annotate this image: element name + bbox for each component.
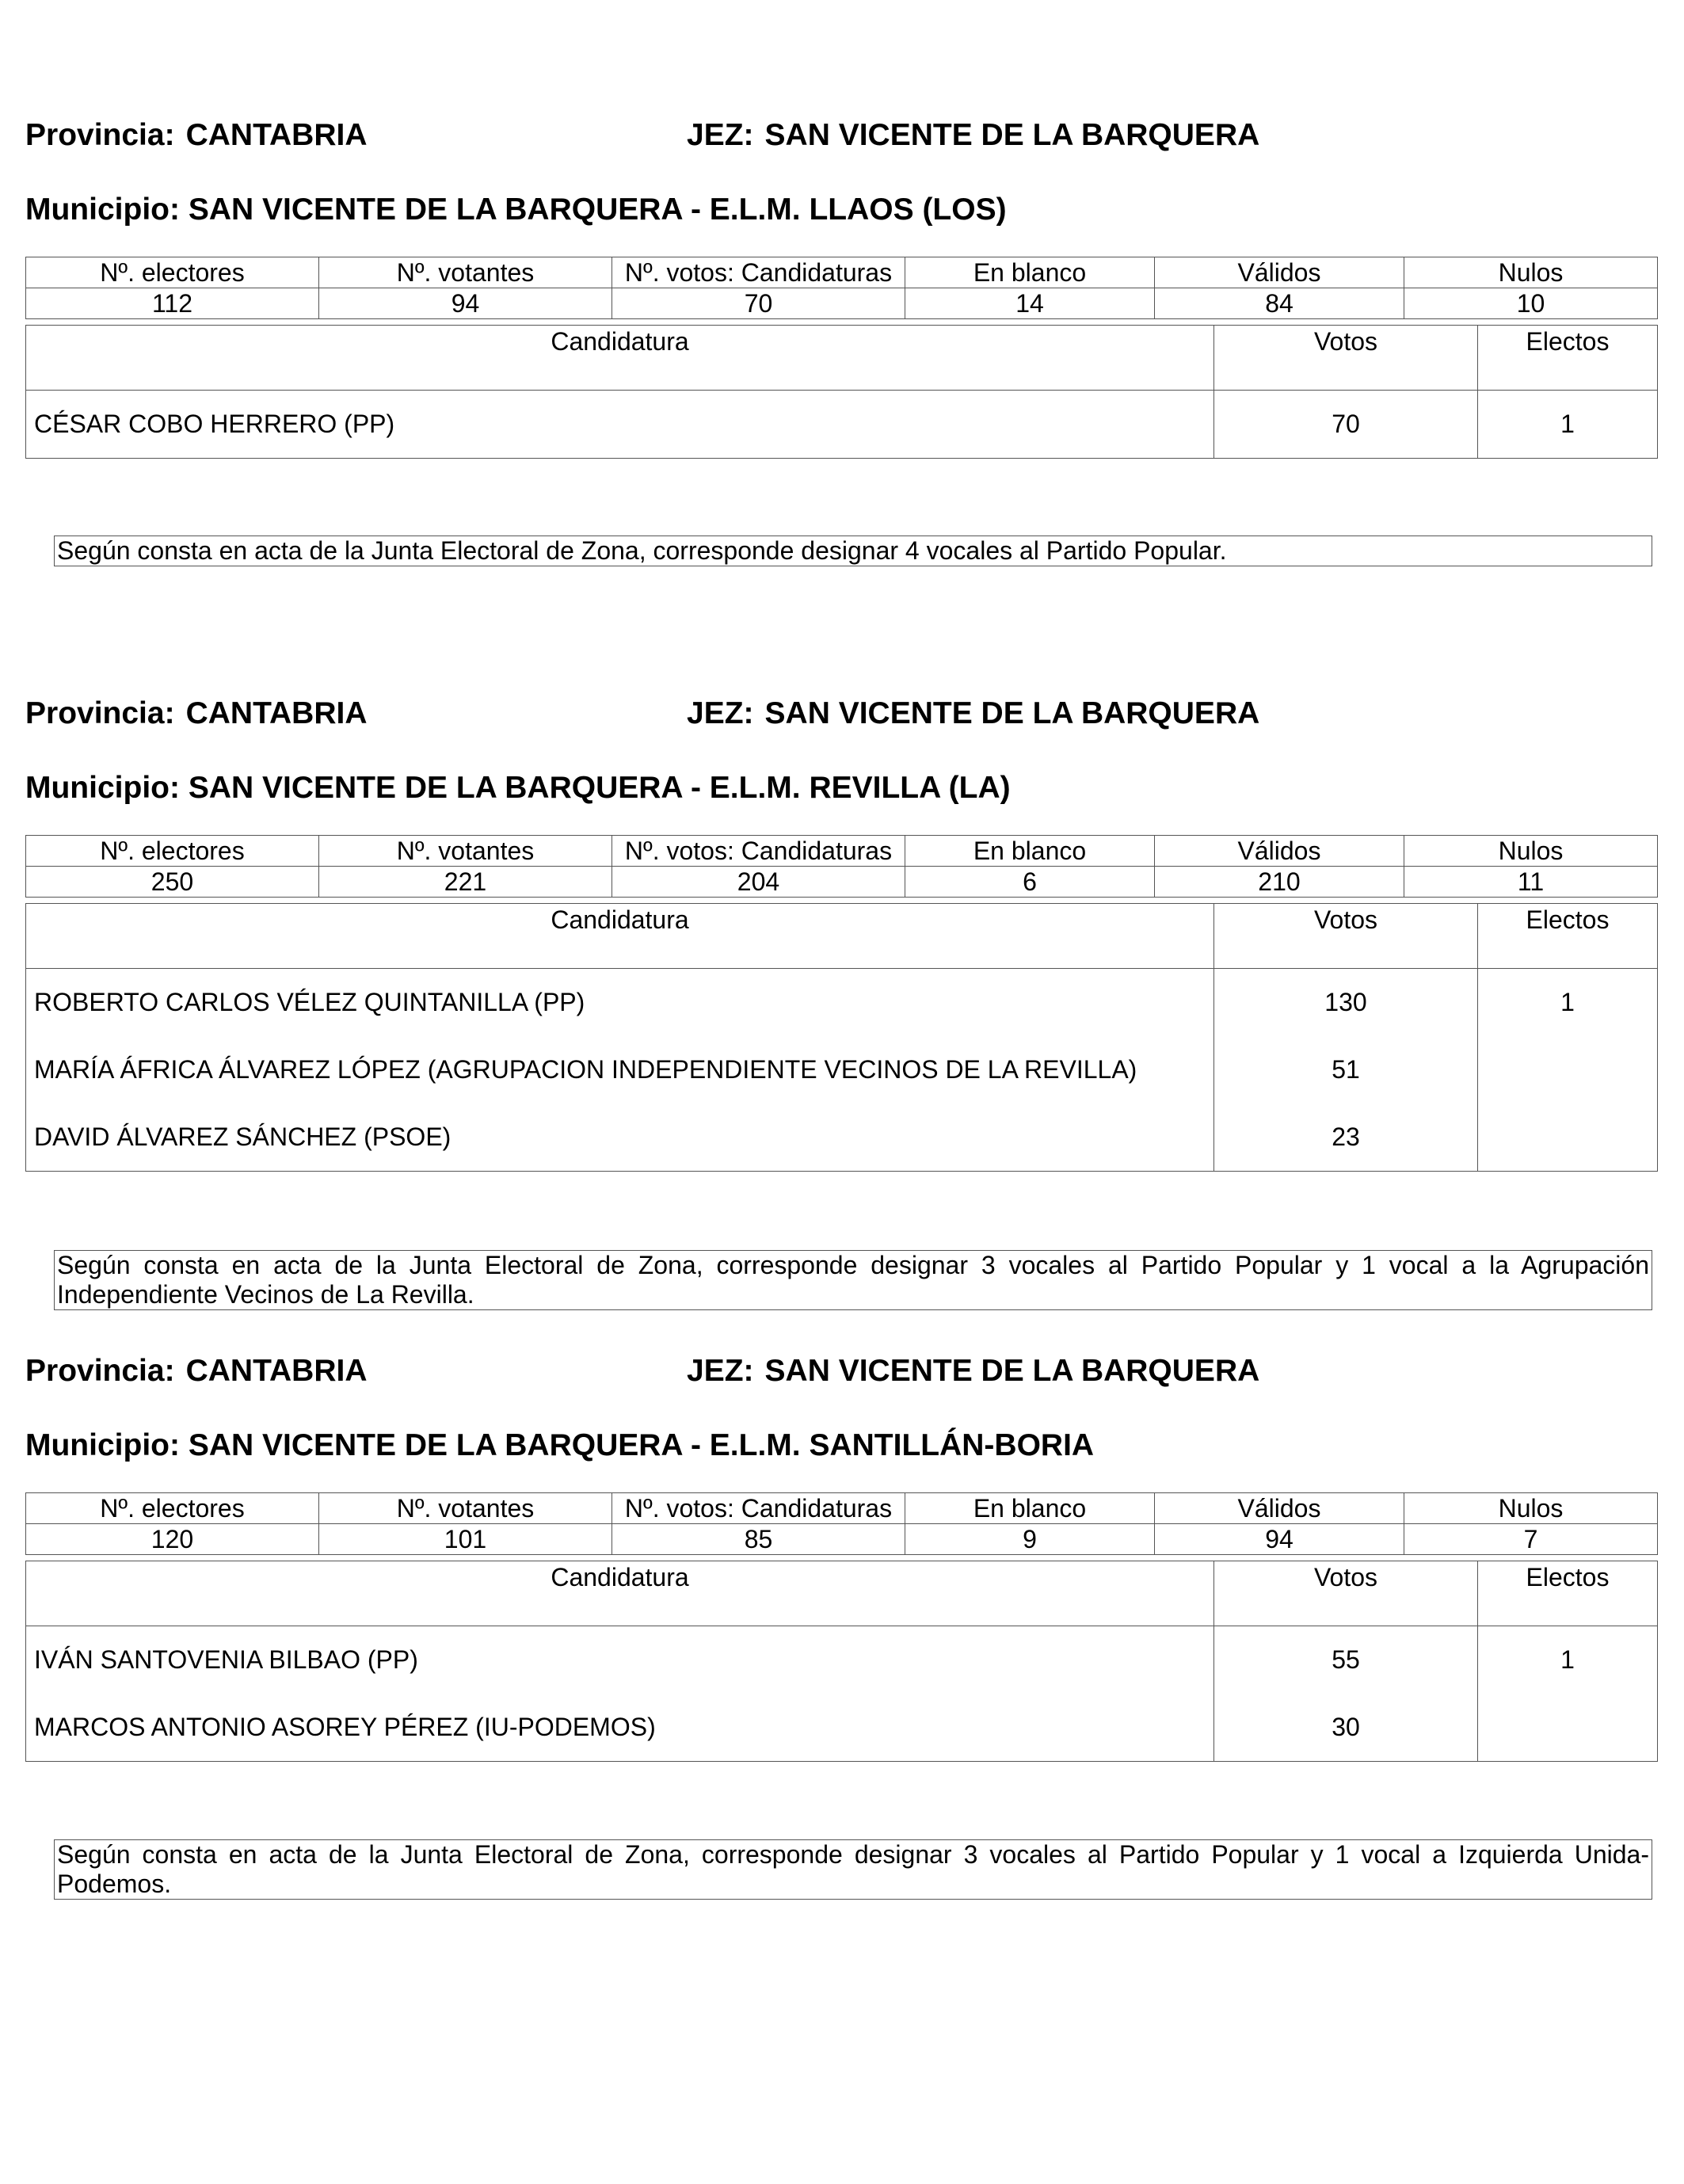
stats-header: Nº. votantes <box>319 1493 612 1524</box>
stats-value-row <box>26 1524 1658 1555</box>
municipio-heading: Municipio: SAN VICENTE DE LA BARQUERA - E.L.M. SANTILLÁN-BORIA <box>25 1428 1095 1462</box>
provincia-heading: Provincia: CANTABRIA <box>25 696 368 730</box>
candidate-name: MARCOS ANTONIO ASOREY PÉREZ (IU-PODEMOS) <box>26 1694 1214 1762</box>
stats-value-row <box>26 867 1658 898</box>
stats-table <box>25 835 1658 898</box>
stats-header: Nº. votos: Candidaturas <box>612 257 905 288</box>
stats-value: 6 <box>905 867 1155 898</box>
stats-header: Nulos <box>1404 257 1658 288</box>
candidate-votos: 55 <box>1214 1626 1478 1694</box>
stats-header: Nulos <box>1404 1493 1658 1524</box>
candidate-name: ROBERTO CARLOS VÉLEZ QUINTANILLA (PP) <box>26 969 1214 1037</box>
municipio-heading: Municipio: SAN VICENTE DE LA BARQUERA - E.L.M. LLAOS (LOS) <box>25 192 1007 227</box>
stats-value: 112 <box>26 288 319 319</box>
stats-value: 7 <box>1404 1524 1658 1555</box>
stats-header: Nº. votos: Candidaturas <box>612 1493 905 1524</box>
stats-header-row <box>26 1493 1658 1524</box>
stats-header: En blanco <box>905 1493 1155 1524</box>
candidate-electos <box>1478 1103 1658 1172</box>
municipio-heading: Municipio: SAN VICENTE DE LA BARQUERA - E.L.M. REVILLA (LA) <box>25 771 1011 805</box>
candidate-name: MARÍA ÁFRICA ÁLVAREZ LÓPEZ (AGRUPACION INDEPENDIENTE VECINOS DE LA REVILLA) <box>26 1036 1214 1103</box>
candidates-table <box>25 1561 1658 1762</box>
candidate-name: DAVID ÁLVAREZ SÁNCHEZ (PSOE) <box>26 1103 1214 1172</box>
candidate-electos: 1 <box>1478 1626 1658 1694</box>
stats-header: Válidos <box>1155 257 1404 288</box>
stats-value: 85 <box>612 1524 905 1555</box>
electos-header: Electos <box>1478 1561 1658 1626</box>
stats-header: Nº. electores <box>26 257 319 288</box>
candidate-votos: 130 <box>1214 969 1478 1037</box>
candidatura-header: Candidatura <box>26 904 1214 969</box>
stats-value: 210 <box>1155 867 1404 898</box>
candidates-header-row <box>26 1561 1658 1626</box>
jez-heading: JEZ: SAN VICENTE DE LA BARQUERA <box>687 696 1260 730</box>
candidates-header-row <box>26 904 1658 969</box>
stats-value: 9 <box>905 1524 1155 1555</box>
provincia-heading: Provincia: CANTABRIA <box>25 118 368 152</box>
stats-value: 221 <box>319 867 612 898</box>
candidate-electos <box>1478 1694 1658 1762</box>
stats-header: Nº. electores <box>26 836 319 867</box>
stats-value: 101 <box>319 1524 612 1555</box>
candidate-votos: 51 <box>1214 1036 1478 1103</box>
candidate-row <box>26 969 1658 1037</box>
candidates-table <box>25 903 1658 1172</box>
stats-header-row <box>26 836 1658 867</box>
jez-heading: JEZ: SAN VICENTE DE LA BARQUERA <box>687 118 1260 152</box>
stats-value: 120 <box>26 1524 319 1555</box>
votos-header: Votos <box>1214 326 1478 391</box>
candidate-row <box>26 1694 1658 1762</box>
provincia-heading: Provincia: CANTABRIA <box>25 1354 368 1388</box>
note-box: Según consta en acta de la Junta Electoral de Zona, corresponde designar 3 vocales al Partido Popular y 1 vocal a la Agrupación Independiente Vecinos de La Revilla. <box>54 1250 1652 1310</box>
votos-header: Votos <box>1214 904 1478 969</box>
candidate-row <box>26 1626 1658 1694</box>
note-box: Según consta en acta de la Junta Electoral de Zona, corresponde designar 4 vocales al Partido Popular. <box>54 536 1652 566</box>
candidates-table <box>25 325 1658 459</box>
stats-value: 94 <box>319 288 612 319</box>
stats-value: 70 <box>612 288 905 319</box>
candidate-electos: 1 <box>1478 969 1658 1037</box>
stats-value: 204 <box>612 867 905 898</box>
stats-header: Nº. votantes <box>319 836 612 867</box>
stats-value: 10 <box>1404 288 1658 319</box>
candidate-votos: 23 <box>1214 1103 1478 1172</box>
candidate-name: CÉSAR COBO HERRERO (PP) <box>26 391 1214 459</box>
candidate-row <box>26 1036 1658 1103</box>
candidate-row <box>26 391 1658 459</box>
stats-header: En blanco <box>905 836 1155 867</box>
stats-header: Nº. electores <box>26 1493 319 1524</box>
candidate-electos: 1 <box>1478 391 1658 459</box>
stats-header: Válidos <box>1155 1493 1404 1524</box>
stats-header: Nulos <box>1404 836 1658 867</box>
stats-header: Válidos <box>1155 836 1404 867</box>
note-box: Según consta en acta de la Junta Electoral de Zona, corresponde designar 3 vocales al Partido Popular y 1 vocal a Izquierda Unida-Podemos. <box>54 1839 1652 1900</box>
stats-header-row <box>26 257 1658 288</box>
candidate-electos <box>1478 1036 1658 1103</box>
stats-value: 250 <box>26 867 319 898</box>
electos-header: Electos <box>1478 904 1658 969</box>
stats-value: 14 <box>905 288 1155 319</box>
candidatura-header: Candidatura <box>26 326 1214 391</box>
candidate-name: IVÁN SANTOVENIA BILBAO (PP) <box>26 1626 1214 1694</box>
candidate-votos: 70 <box>1214 391 1478 459</box>
candidate-votos: 30 <box>1214 1694 1478 1762</box>
stats-header: Nº. votos: Candidaturas <box>612 836 905 867</box>
stats-header: En blanco <box>905 257 1155 288</box>
stats-value: 94 <box>1155 1524 1404 1555</box>
stats-table <box>25 1492 1658 1555</box>
votos-header: Votos <box>1214 1561 1478 1626</box>
electos-header: Electos <box>1478 326 1658 391</box>
stats-table <box>25 257 1658 319</box>
stats-value: 11 <box>1404 867 1658 898</box>
stats-value: 84 <box>1155 288 1404 319</box>
candidate-row <box>26 1103 1658 1172</box>
stats-header: Nº. votantes <box>319 257 612 288</box>
stats-value-row <box>26 288 1658 319</box>
jez-heading: JEZ: SAN VICENTE DE LA BARQUERA <box>687 1354 1260 1388</box>
candidates-header-row <box>26 326 1658 391</box>
candidatura-header: Candidatura <box>26 1561 1214 1626</box>
